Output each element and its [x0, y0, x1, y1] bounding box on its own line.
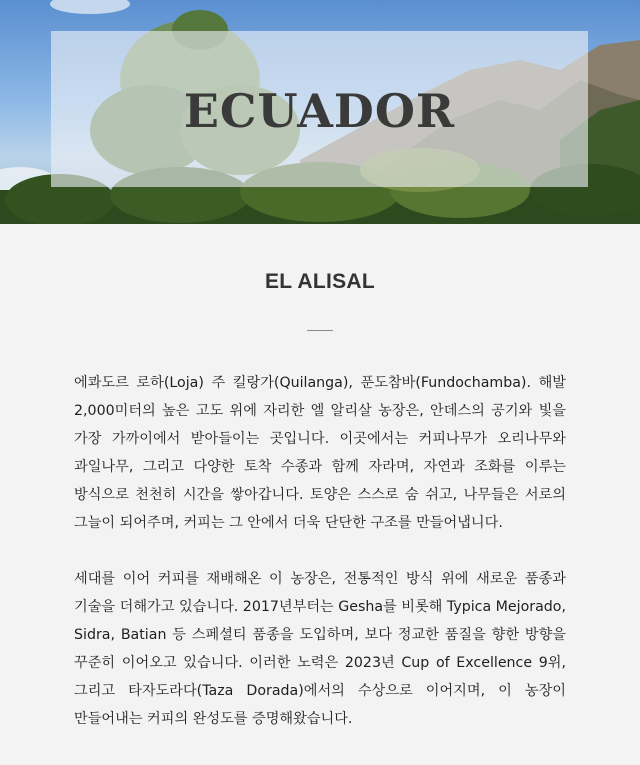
- hero-banner: [0, 0, 640, 224]
- farm-section: [0, 270, 640, 733]
- section-divider: [307, 330, 333, 331]
- hero-title-overlay: [51, 31, 588, 187]
- description-paragraph-2: 세대를 이어 커피를 재배해온 이 농장은, 전통적인 방식 위에 새로운 품종과 기술을 더해가고 있습니다. 2017년부터는 Gesha를 비롯해 Typica Mejorado, Sidra, Batian 등 스페셜티 품종을 도입하며, 보다 정교한 품질을 향한 방향을 꾸준히 이어오고 있습니다. 이러한 노력은 2023년 Cup of Excellence 9위, 그리고 타자도라다(Taza Dorada)에서의 수상으로 이어지며, 이 농장이 만들어내는 커피의 완성도를 증명해왔습니다.: [74, 571, 566, 727]
- country-title: ECUADOR: [183, 84, 456, 138]
- farm-name-heading: EL ALISAL: [264, 270, 376, 293]
- description-paragraph-1: 에콰도르 로하(Loja) 주 킬랑가(Quilanga), 푼도참바(Fundochamba). 해발 2,000미터의 높은 고도 위에 자리한 엘 알리살 농장은, 안데스의 공기와 빛을 가장 가까이에서 받아들이는 곳입니다. 이곳에서는 커피나무가 오리나무와 과일나무, 그리고 다양한 토착 수종과 함께 자라며, 자연과 조화를 이루는 방식으로 천천히 시간을 쌓아갑니다. 토양은 스스로 숨 쉬고, 나무들은 서로의 그늘이 되어주며, 커피는 그 안에서 더욱 단단한 구조를 만들어냅니다.: [74, 375, 566, 531]
